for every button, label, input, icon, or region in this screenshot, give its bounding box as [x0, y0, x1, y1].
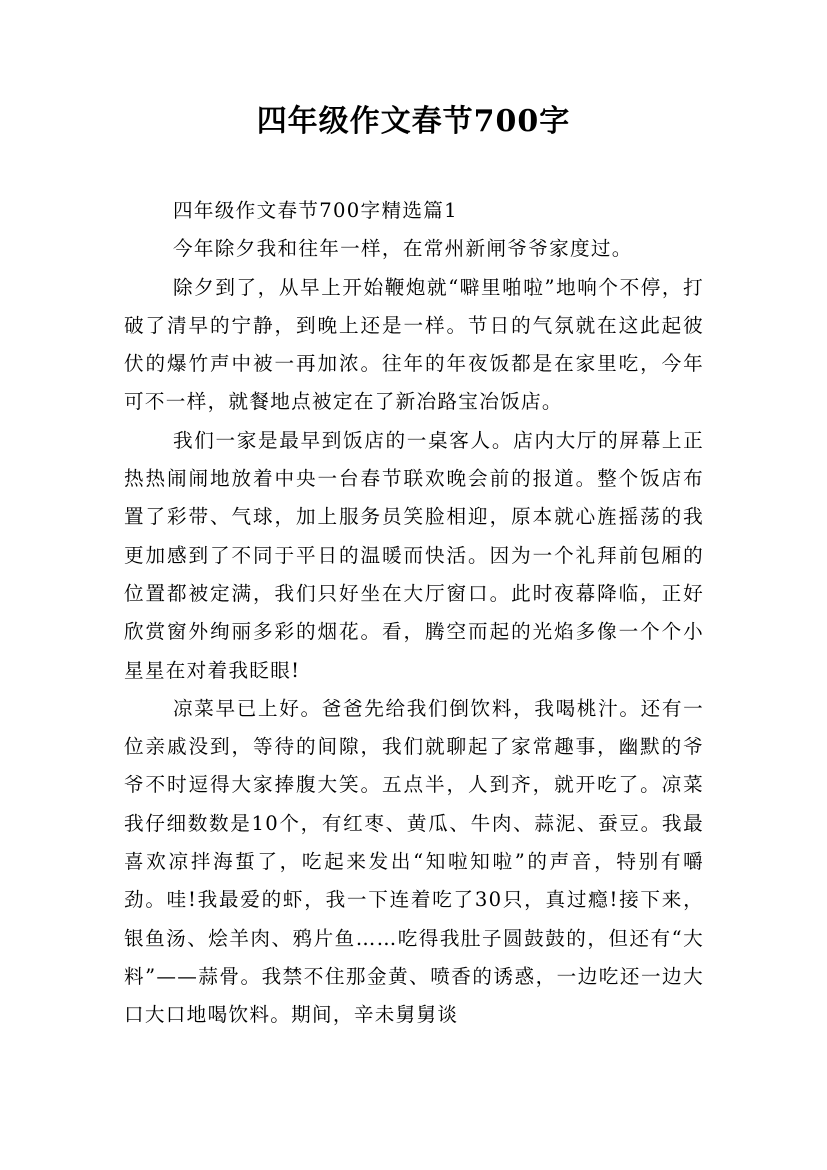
- paragraph: 今年除夕我和往年一样，在常州新闸爷爷家度过。: [173, 237, 633, 261]
- section-heading: 四年级作文春节700字精选篇1: [173, 199, 458, 222]
- paragraph: 除夕到了，从早上开始鞭炮就“噼里啪啦”地响个不停，打破了清早的宁静，到晚上还是一样。节日的气氛就在这此起彼伏的爆竹声中被一再加浓。往年的年夜饭都是在家里吃，今年可不一样，就餐地点被定在了新冶路宝冶饭店。: [124, 275, 704, 414]
- document-body: [124, 192, 704, 1035]
- document-title: 四年级作文春节700字: [256, 104, 571, 139]
- paragraph: 我们一家是最早到饭店的一桌客人。店内大厅的屏幕上正热热闹闹地放着中央一台春节联欢晚会前的报道。整个饭店布置了彩带、气球，加上服务员笑脸相迎，原本就心旌摇荡的我更加感到了不同于平日的温暖而快活。因为一个礼拜前包厢的位置都被定满，我们只好坐在大厅窗口。此时夜幕降临，正好欣赏窗外绚丽多彩的烟花。看，腾空而起的光焰多像一个个小星星在对着我眨眼!: [124, 428, 704, 682]
- paragraph: 凉菜早已上好。爸爸先给我们倒饮料，我喝桃汁。还有一位亲戚没到，等待的间隙，我们就聊起了家常趣事，幽默的爷爷不时逗得大家捧腹大笑。五点半，人到齐，就开吃了。凉菜我仔细数数是10个，有红枣、黄瓜、牛肉、蒜泥、蚕豆。我最喜欢凉拌海蜇了，吃起来发出“知啦知啦”的声音，特别有嚼劲。哇!我最爱的虾，我一下连着吃了30只，真过瘾!接下来，银鱼汤、烩羊肉、鸦片鱼……吃得我肚子圆鼓鼓的，但还有“大料”——蒜骨。我禁不住那金黄、喷香的诱惑，一边吃还一边大口大口地喝饮料。期间，辛未舅舅谈: [124, 696, 704, 1027]
